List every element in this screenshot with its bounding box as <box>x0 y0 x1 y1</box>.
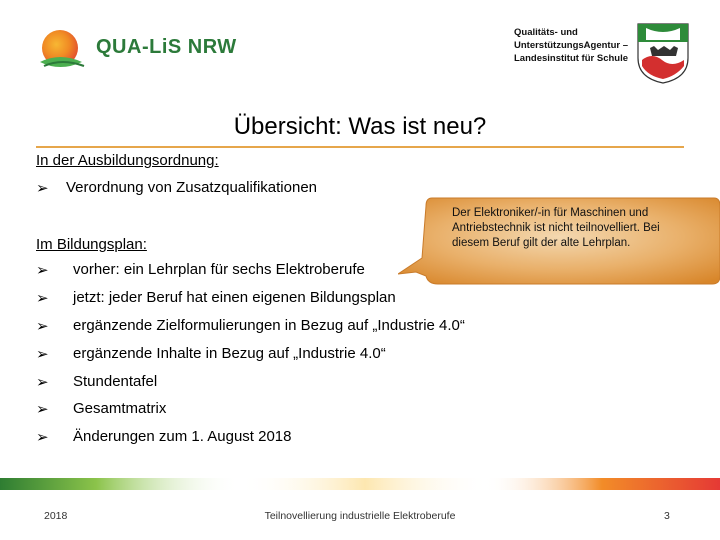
bullet-text: ergänzende Inhalte in Bezug auf „Industrie 4.0“ <box>73 345 386 362</box>
section-heading-bildungsplan: Im Bildungsplan: <box>36 236 147 253</box>
arrow-bullet-icon: ➢ <box>36 401 49 418</box>
arrow-bullet-icon: ➢ <box>36 346 49 363</box>
bullet-text: Stundentafel <box>73 373 158 390</box>
arrow-bullet-icon: ➢ <box>36 262 49 279</box>
qualis-logo-text: QUA-LiS NRW <box>96 36 237 58</box>
section-heading-ausbildungsordnung: In der Ausbildungsordnung: <box>36 152 219 169</box>
agency-name <box>514 26 634 65</box>
bullet-text: Verordnung von Zusatzqualifikationen <box>66 179 318 196</box>
agency-line-3: Landesinstitut für Schule <box>514 53 629 64</box>
footer-gradient-bar <box>0 478 720 490</box>
bullet-text: Gesamtmatrix <box>73 400 167 417</box>
bullet-text: jetzt: jeder Beruf hat einen eigenen Bildungsplan <box>73 289 396 306</box>
qualis-logo <box>36 28 236 72</box>
agency-line-2: UnterstützungsAgentur – <box>514 40 628 51</box>
qualis-sun-icon <box>36 28 92 72</box>
arrow-bullet-icon: ➢ <box>36 180 49 197</box>
footer-title: Teilnovellierung industrielle Elektroberufe <box>264 510 456 522</box>
footer-year: 2018 <box>44 510 68 522</box>
page-number: 3 <box>664 510 670 522</box>
arrow-bullet-icon: ➢ <box>36 318 49 335</box>
nrw-agency-logo <box>514 22 704 84</box>
agency-line-1: Qualitäts- und <box>514 27 578 38</box>
nrw-crest-icon <box>636 22 690 84</box>
title-divider <box>36 146 684 148</box>
callout-text: Der Elektroniker/-in für Maschinen und Antriebstechnik ist nicht teilnovelliert. Bei diesem Beruf gilt der alte Lehrplan. <box>452 207 660 249</box>
arrow-bullet-icon: ➢ <box>36 429 49 446</box>
bullet-text: vorher: ein Lehrplan für sechs Elektroberufe <box>73 261 365 278</box>
arrow-bullet-icon: ➢ <box>36 374 49 391</box>
slide-title: Übersicht: Was ist neu? <box>233 113 487 140</box>
arrow-bullet-icon: ➢ <box>36 290 49 307</box>
bullet-text: Änderungen zum 1. August 2018 <box>73 428 292 445</box>
bullet-text: ergänzende Zielformulierungen in Bezug auf „Industrie 4.0“ <box>73 317 465 334</box>
